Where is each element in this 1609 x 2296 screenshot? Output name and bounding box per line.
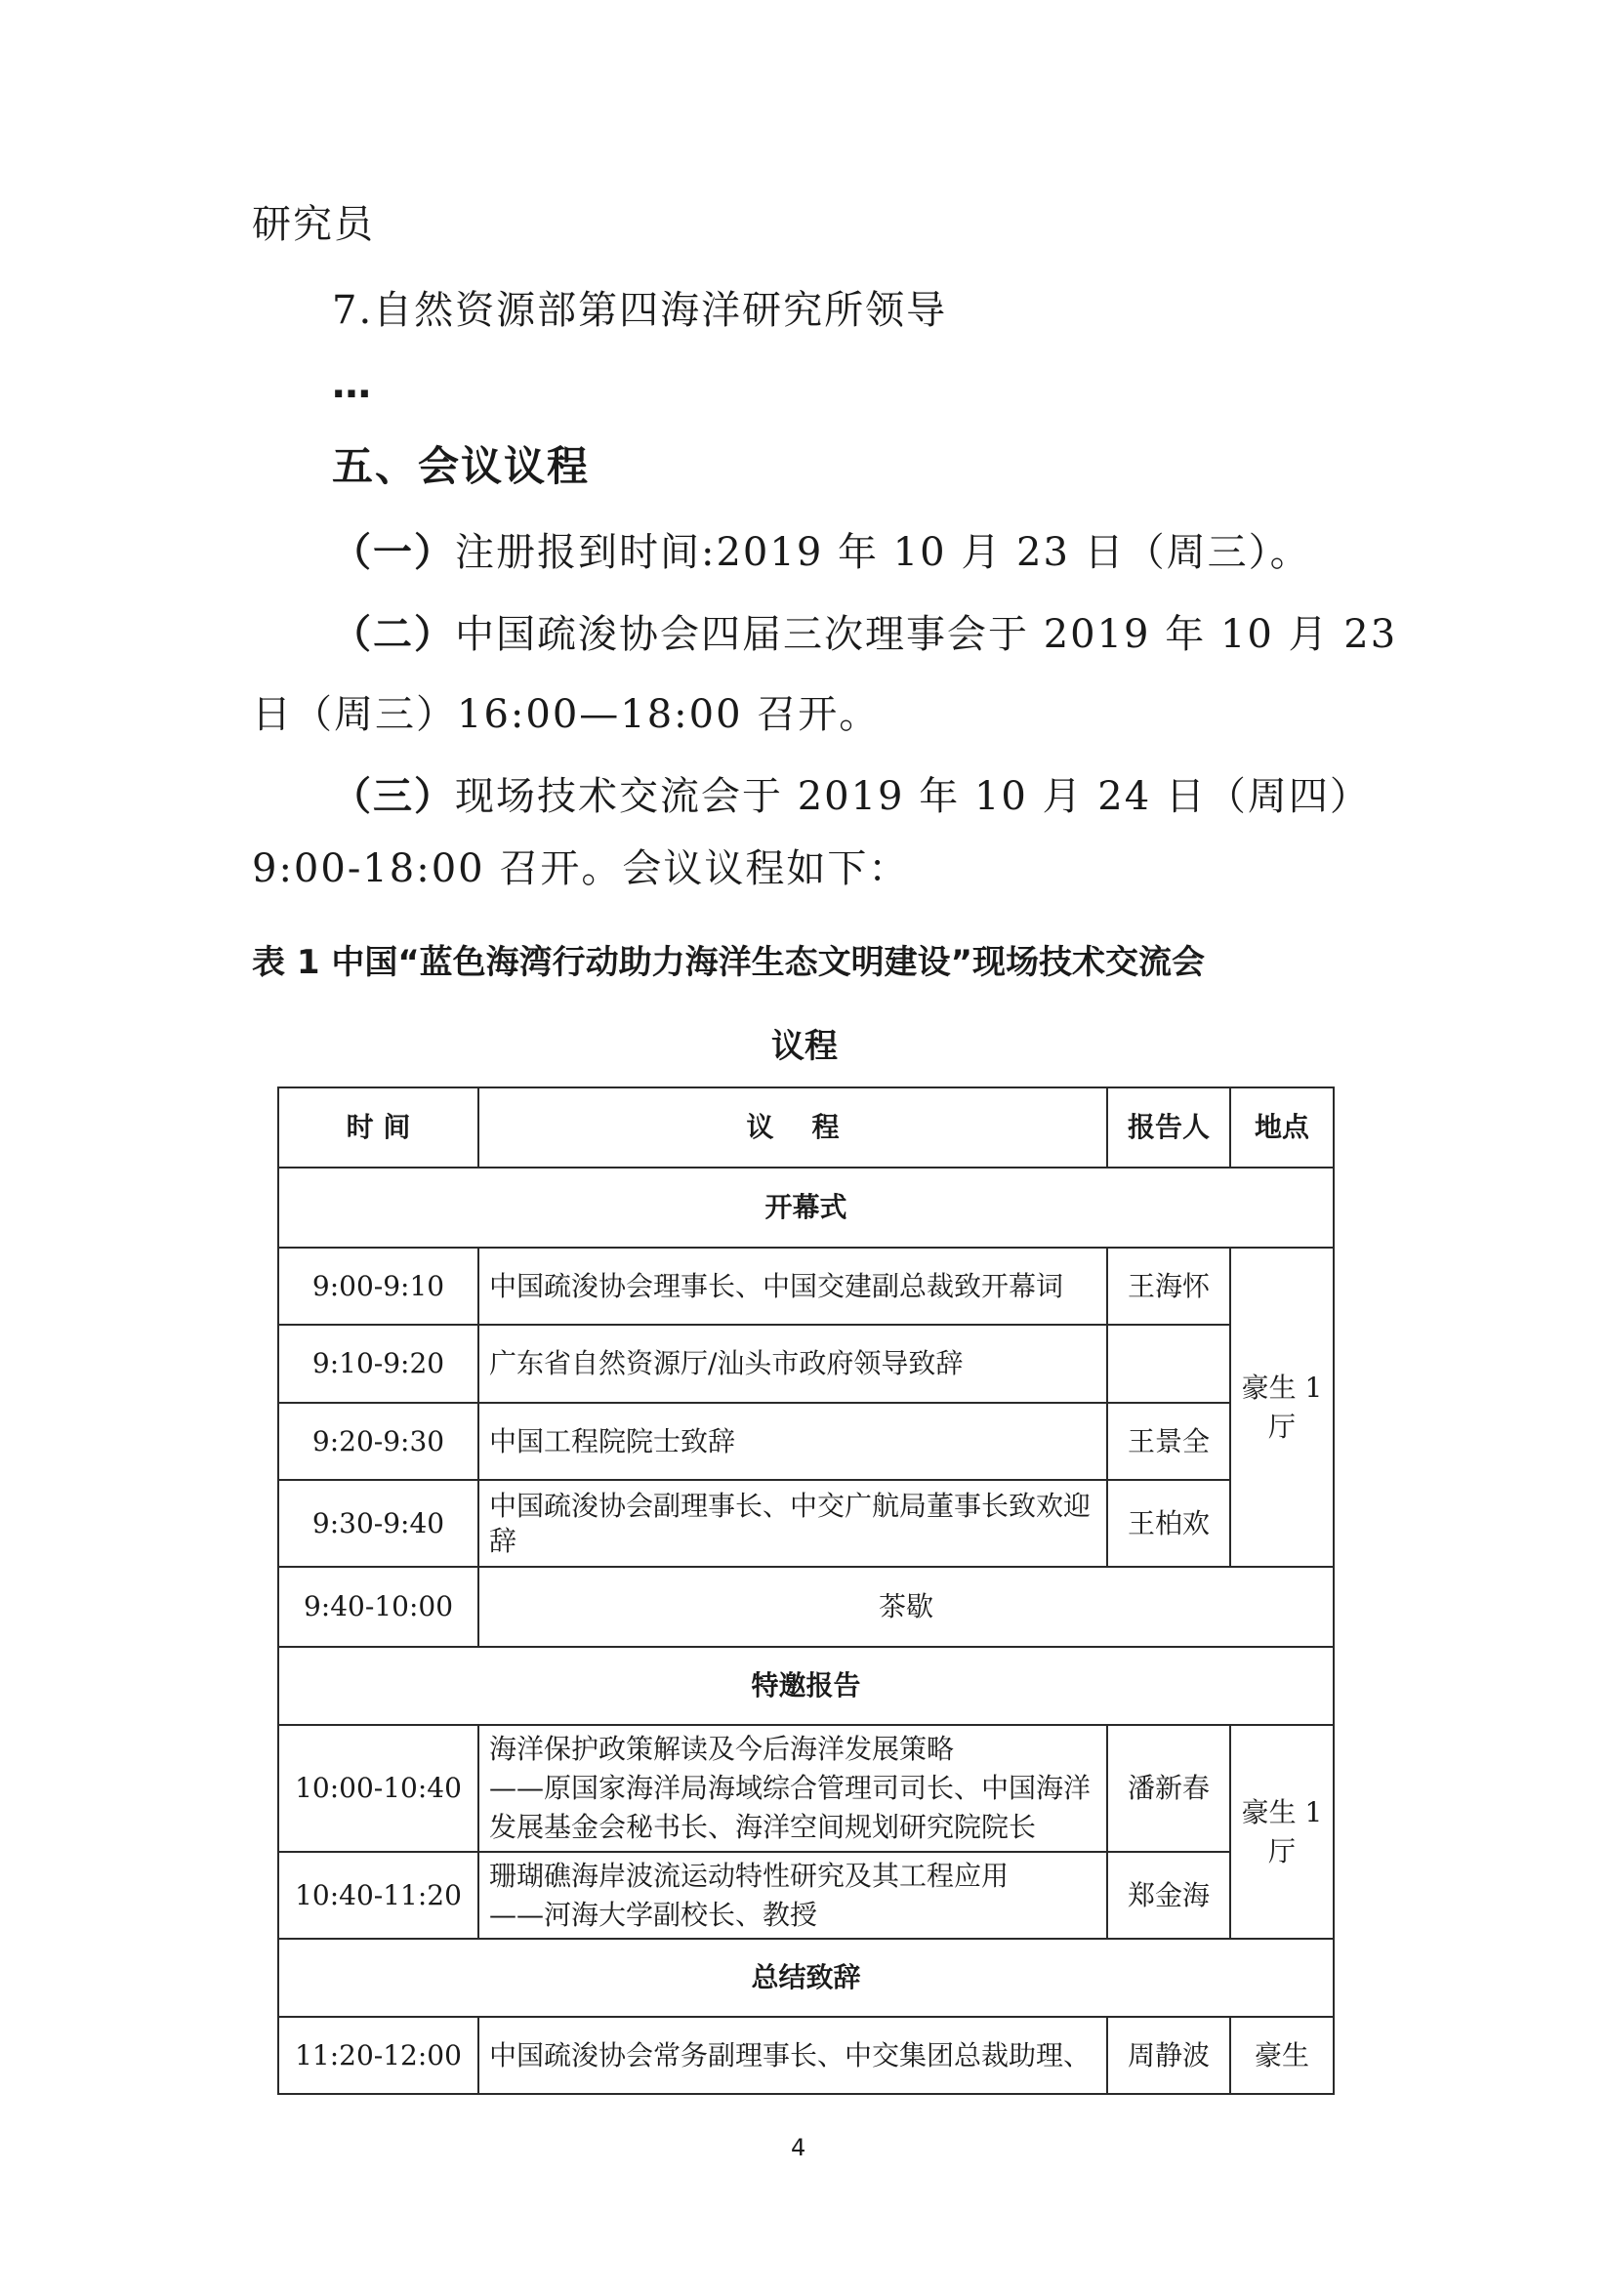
row-location: 豪生	[1230, 2017, 1334, 2094]
row-time: 9:10-9:20	[278, 1325, 478, 1403]
row-time: 9:40-10:00	[278, 1567, 478, 1647]
table-row	[278, 1248, 1334, 1325]
row-speaker: 王柏欢	[1107, 1480, 1230, 1567]
talk-speaker-title: ——原国家海洋局海域综合管理司司长、中国海洋发展基金会秘书长、海洋空间规划研究院院长	[489, 1772, 1092, 1843]
paragraph-2-label: （二）	[332, 612, 455, 657]
row-location: 豪生 1厅	[1230, 1248, 1334, 1567]
table-row	[278, 1852, 1334, 1939]
section-heading: 五、会议议程	[332, 442, 591, 490]
row-agenda	[478, 1852, 1107, 1939]
row-speaker: 郑金海	[1107, 1852, 1230, 1939]
table-row	[278, 1567, 1334, 1647]
list-item-7: 7.自然资源部第四海洋研究所领导	[332, 288, 948, 333]
section-invited: 特邀报告	[278, 1647, 1334, 1725]
section-row	[278, 1647, 1334, 1725]
header-agenda: 议 程	[478, 1087, 1107, 1168]
row-time: 11:20-12:00	[278, 2017, 478, 2094]
table-row	[278, 1480, 1334, 1567]
row-agenda: 中国疏浚协会副理事长、中交广航局董事长致欢迎辞	[478, 1480, 1107, 1567]
table-caption-line-2: 议程	[771, 1027, 838, 1066]
talk-speaker-title: ——河海大学副校长、教授	[489, 1898, 818, 1931]
table-row	[278, 1325, 1334, 1403]
text-line-continuation: 研究员	[252, 202, 375, 247]
row-time: 10:40-11:20	[278, 1852, 478, 1939]
row-speaker: 王海怀	[1107, 1248, 1230, 1325]
row-speaker: 周静波	[1107, 2017, 1230, 2094]
row-agenda	[478, 1725, 1107, 1852]
paragraph-2-text: 中国疏浚协会四届三次理事会于 2019 年 10 月 23	[455, 612, 1398, 657]
table-row	[278, 1403, 1334, 1480]
paragraph-1-label: （一）	[332, 530, 455, 575]
table-row	[278, 2017, 1334, 2094]
ellipsis: …	[332, 362, 373, 407]
section-row	[278, 1939, 1334, 2017]
table-header-row	[278, 1087, 1334, 1168]
row-time: 9:00-9:10	[278, 1248, 478, 1325]
agenda-table	[277, 1086, 1335, 2095]
row-time: 10:00-10:40	[278, 1725, 478, 1852]
header-speaker: 报告人	[1107, 1087, 1230, 1168]
paragraph-3-line-1	[332, 773, 1371, 820]
row-agenda: 中国疏浚协会常务副理事长、中交集团总裁助理、	[478, 2017, 1107, 2094]
row-agenda: 广东省自然资源厅/汕头市政府领导致辞	[478, 1325, 1107, 1403]
talk-title: 海洋保护政策解读及今后海洋发展策略	[489, 1733, 955, 1765]
section-row	[278, 1168, 1334, 1248]
row-time: 9:20-9:30	[278, 1403, 478, 1480]
row-location: 豪生 1厅	[1230, 1725, 1334, 1939]
row-time: 9:30-9:40	[278, 1480, 478, 1567]
paragraph-1-text: 注册报到时间:2019 年 10 月 23 日（周三）。	[455, 530, 1311, 575]
row-speaker: 潘新春	[1107, 1725, 1230, 1852]
row-speaker: 王景全	[1107, 1403, 1230, 1480]
section-opening: 开幕式	[278, 1168, 1334, 1248]
row-speaker	[1107, 1325, 1230, 1403]
paragraph-3-line-2: 9:00-18:00 召开。会议议程如下：	[252, 846, 910, 891]
row-agenda: 中国疏浚协会理事长、中国交建副总裁致开幕词	[478, 1248, 1107, 1325]
talk-title: 珊瑚礁海岸波流运动特性研究及其工程应用	[489, 1859, 1010, 1892]
paragraph-2-line-2: 日（周三）16:00—18:00 召开。	[252, 692, 881, 737]
table-caption: 表 1 中国“蓝色海湾行动助力海洋生态文明建设”现场技术交流会	[252, 943, 1206, 982]
paragraph-3-label: （三）	[332, 774, 455, 819]
page-number: 4	[791, 2134, 806, 2161]
paragraph-1	[332, 529, 1311, 576]
header-location: 地点	[1230, 1087, 1334, 1168]
section-closing: 总结致辞	[278, 1939, 1334, 2017]
paragraph-3-text: 现场技术交流会于 2019 年 10 月 24 日（周四）	[455, 774, 1371, 819]
paragraph-2-line-1	[332, 611, 1397, 658]
row-agenda-break: 茶歇	[478, 1567, 1334, 1647]
table-row	[278, 1725, 1334, 1852]
header-time: 时 间	[278, 1087, 478, 1168]
row-agenda: 中国工程院院士致辞	[478, 1403, 1107, 1480]
